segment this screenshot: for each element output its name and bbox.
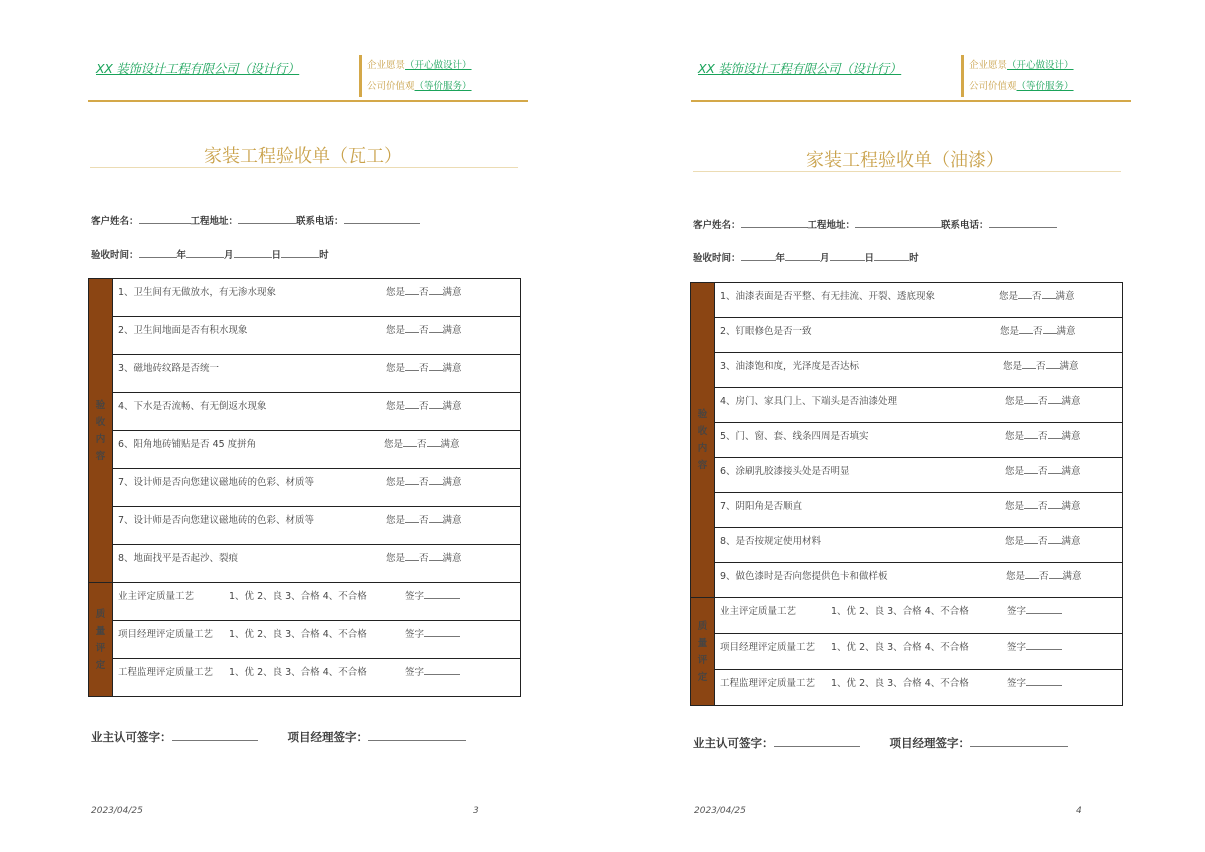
values-value: （等价服务） — [1016, 81, 1074, 92]
side-char: 定 — [95, 659, 106, 671]
hour-label: 时 — [909, 253, 919, 264]
grade-options[interactable]: 1、优 2、良 3、合格 4、不合格 — [229, 591, 367, 602]
item-answer: 您是 否 满意 — [1000, 326, 1076, 337]
no-blank[interactable] — [1042, 289, 1056, 299]
footer-date: 2023/04/25 — [91, 806, 143, 816]
evaluator-label: 项目经理评定质量工艺 — [118, 629, 214, 640]
hour-field[interactable] — [874, 251, 909, 261]
item-answer: 您是 否 满意 — [1005, 501, 1081, 512]
vision-line — [367, 55, 472, 76]
inspection-time-label: 验收时间： — [91, 250, 139, 261]
no-blank[interactable] — [1048, 464, 1062, 474]
side-char: 定 — [697, 671, 708, 683]
table-row — [113, 507, 521, 545]
no-blank[interactable] — [1048, 499, 1062, 509]
inspection-time-line — [91, 247, 329, 261]
table-row — [715, 493, 1123, 528]
company-motto — [961, 55, 1074, 97]
evaluator-label: 项目经理评定质量工艺 — [720, 642, 816, 653]
item-answer: 您是 否 满意 — [1006, 571, 1082, 582]
manager-signature-field[interactable] — [368, 729, 466, 741]
inspection-table — [88, 278, 521, 697]
title-rule — [90, 167, 518, 168]
item-question: 7、设计师是否向您建议磁地砖的色彩、材质等 — [118, 515, 315, 526]
yes-blank[interactable] — [1025, 569, 1039, 579]
vision-line — [969, 55, 1074, 76]
evaluation-row — [113, 583, 521, 621]
hour-label: 时 — [319, 250, 329, 261]
yes-blank[interactable] — [1024, 394, 1038, 404]
item-question: 4、下水是否流畅、有无倒返水现象 — [118, 401, 267, 412]
item-question: 3、油漆饱和度，光泽度是否达标 — [720, 361, 860, 372]
customer-info-line — [91, 213, 420, 227]
inspection-time-label: 验收时间： — [693, 253, 741, 264]
signature-field[interactable]: 签字 — [405, 626, 460, 640]
no-blank[interactable] — [429, 361, 443, 371]
evaluation-row — [715, 670, 1123, 706]
table-row — [113, 393, 521, 431]
inspection-table — [690, 282, 1123, 706]
customer-name-label: 客户姓名： — [91, 216, 139, 227]
evaluator-label: 业主评定质量工艺 — [118, 591, 195, 602]
evaluation-row — [113, 621, 521, 659]
vision-label: 企业愿景 — [969, 60, 1008, 71]
item-answer: 您是 否 满意 — [1005, 466, 1081, 477]
manager-signature-label: 项目经理签字： — [889, 736, 971, 750]
no-blank[interactable] — [429, 399, 443, 409]
document-page-4 — [602, 0, 1204, 852]
side-char: 内 — [95, 433, 106, 445]
yes-blank[interactable] — [403, 437, 417, 447]
manager-signature-field[interactable] — [970, 735, 1068, 747]
item-question: 1、油漆表面是否平整、有无挂流、开裂、透底现象 — [720, 291, 936, 302]
company-name: XX 装饰设计工程有限公司（设计行） — [96, 61, 300, 76]
yes-blank[interactable] — [1018, 289, 1032, 299]
grade-options[interactable]: 1、优 2、良 3、合格 4、不合格 — [831, 642, 969, 653]
table-row — [715, 353, 1123, 388]
grade-options[interactable]: 1、优 2、良 3、合格 4、不合格 — [229, 667, 367, 678]
item-answer: 您是 否 满意 — [386, 325, 462, 336]
item-answer: 您是 否 满意 — [386, 477, 462, 488]
values-line — [367, 76, 472, 97]
no-blank[interactable] — [1049, 569, 1063, 579]
month-label: 月 — [820, 253, 830, 264]
section-label-quality — [89, 583, 113, 697]
day-field[interactable] — [830, 251, 865, 261]
company-motto — [359, 55, 472, 97]
table-row — [113, 279, 521, 317]
table-row — [113, 469, 521, 507]
day-label: 日 — [864, 253, 875, 264]
table-row — [715, 528, 1123, 563]
no-blank[interactable] — [1048, 429, 1062, 439]
yes-blank[interactable] — [405, 285, 419, 295]
signature-field[interactable]: 签字 — [405, 588, 460, 602]
table-row — [113, 431, 521, 469]
side-char: 验 — [697, 409, 708, 420]
header-rule — [691, 100, 1131, 102]
yes-blank[interactable] — [1024, 499, 1038, 509]
customer-name-field[interactable] — [741, 218, 808, 228]
item-question: 5、门、窗、套、线条四周是否填实 — [720, 431, 869, 442]
page-number: 3 — [473, 806, 479, 816]
no-blank[interactable] — [429, 513, 443, 523]
year-label: 年 — [775, 253, 786, 264]
item-answer: 您是 否 满意 — [1003, 361, 1079, 372]
section-label-inspection — [691, 283, 715, 598]
table-row — [715, 318, 1123, 353]
grade-options[interactable]: 1、优 2、良 3、合格 4、不合格 — [229, 629, 367, 640]
item-answer: 您是 否 满意 — [384, 439, 460, 450]
side-char: 质 — [697, 620, 708, 632]
evaluator-label: 业主评定质量工艺 — [720, 606, 797, 617]
evaluation-row — [715, 598, 1123, 634]
vision-value: （开心做设计） — [1007, 60, 1074, 71]
customer-name-field[interactable] — [139, 214, 191, 224]
no-blank[interactable] — [1048, 394, 1062, 404]
vision-label: 企业愿景 — [367, 60, 406, 71]
table-row — [715, 563, 1123, 598]
values-label: 公司价值观 — [367, 81, 415, 92]
address-label: 工程地址： — [807, 220, 856, 231]
month-label: 月 — [224, 250, 234, 261]
evaluation-row — [113, 659, 521, 697]
item-question: 4、房门、家具门上、下端头是否油漆处理 — [720, 396, 898, 407]
footer-date: 2023/04/25 — [694, 806, 746, 816]
final-signatures — [91, 729, 466, 745]
document-page-3 — [0, 0, 602, 852]
signature-field[interactable]: 签字 — [405, 664, 460, 678]
phone-label: 联系电话： — [941, 220, 989, 231]
customer-name-label: 客户姓名： — [693, 220, 741, 231]
header-rule — [88, 100, 528, 102]
table-row — [113, 545, 521, 583]
yes-blank[interactable] — [405, 399, 419, 409]
no-blank[interactable] — [429, 475, 443, 485]
year-field[interactable] — [139, 248, 177, 258]
item-question: 6、涂刷乳胶漆接头处是否明显 — [720, 466, 850, 477]
evaluator-label: 工程监理评定质量工艺 — [720, 678, 816, 689]
item-answer: 您是 否 满意 — [386, 363, 462, 374]
signature-field[interactable]: 签字 — [1007, 675, 1062, 689]
yes-blank[interactable] — [1019, 324, 1033, 334]
side-char: 内 — [697, 443, 708, 454]
page-title: 家装工程验收单（瓦工） — [204, 146, 402, 167]
item-question: 7、阴阳角是否顺直 — [720, 501, 803, 512]
item-question: 7、设计师是否向您建议磁地砖的色彩、材质等 — [118, 477, 315, 488]
phone-field[interactable] — [989, 218, 1057, 228]
day-field[interactable] — [234, 248, 272, 258]
no-blank[interactable] — [427, 437, 441, 447]
page-title: 家装工程验收单（油漆） — [806, 150, 1004, 171]
item-answer: 您是 否 满意 — [386, 553, 462, 564]
yes-blank[interactable] — [405, 513, 419, 523]
yes-blank[interactable] — [405, 475, 419, 485]
table-row — [715, 283, 1123, 318]
section-label-inspection — [89, 279, 113, 583]
no-blank[interactable] — [429, 323, 443, 333]
side-char: 量 — [95, 625, 106, 637]
side-char: 质 — [95, 608, 106, 620]
table-row — [113, 317, 521, 355]
owner-signature-label: 业主认可签字： — [693, 736, 774, 750]
item-answer: 您是 否 满意 — [1005, 536, 1081, 547]
evaluation-row — [715, 634, 1123, 670]
yes-blank[interactable] — [405, 361, 419, 371]
page-number: 4 — [1076, 806, 1082, 816]
item-answer: 您是 否 满意 — [1005, 396, 1081, 407]
item-question: 1、卫生间有无做放水，有无渗水现象 — [118, 287, 277, 298]
item-answer: 您是 否 满意 — [1005, 431, 1081, 442]
yes-blank[interactable] — [1024, 464, 1038, 474]
table-row — [715, 388, 1123, 423]
inspection-time-line — [693, 250, 919, 264]
item-question: 2、钉眼修色是否一致 — [720, 326, 812, 337]
yes-blank[interactable] — [405, 551, 419, 561]
item-answer: 您是 否 满意 — [386, 515, 462, 526]
values-line — [969, 76, 1074, 97]
address-label: 工程地址： — [190, 216, 239, 227]
owner-signature-field[interactable] — [172, 729, 258, 741]
side-char: 验 — [95, 399, 106, 411]
month-field[interactable] — [785, 251, 820, 261]
company-name: XX 装饰设计工程有限公司（设计行） — [698, 61, 902, 76]
vision-value: （开心做设计） — [405, 60, 472, 71]
side-char: 量 — [697, 637, 708, 649]
yes-blank[interactable] — [1024, 534, 1038, 544]
item-question: 3、磁地砖纹路是否统一 — [118, 363, 220, 374]
item-question: 8、是否按规定使用材料 — [720, 536, 822, 547]
side-char: 评 — [697, 654, 708, 666]
item-question: 8、地面找平是否起沙、裂痕 — [118, 553, 239, 564]
side-char: 容 — [697, 460, 708, 471]
item-question: 9、做色漆时是否向您提供色卡和做样板 — [720, 571, 888, 582]
side-char: 收 — [697, 426, 708, 437]
item-question: 6、阳角地砖铺贴是否 45 度拼角 — [118, 439, 257, 450]
yes-blank[interactable] — [1022, 359, 1036, 369]
item-answer: 您是 否 满意 — [999, 291, 1075, 302]
values-value: （等价服务） — [414, 81, 472, 92]
values-label: 公司价值观 — [969, 81, 1017, 92]
title-rule — [693, 171, 1121, 172]
no-blank[interactable] — [1043, 324, 1057, 334]
side-char: 容 — [95, 450, 106, 462]
grade-options[interactable]: 1、优 2、良 3、合格 4、不合格 — [831, 678, 969, 689]
yes-blank[interactable] — [405, 323, 419, 333]
address-field[interactable] — [855, 218, 941, 228]
table-row — [715, 423, 1123, 458]
no-blank[interactable] — [1048, 534, 1062, 544]
evaluator-label: 工程监理评定质量工艺 — [118, 667, 214, 678]
owner-signature-label: 业主认可签字： — [91, 730, 172, 744]
side-char: 收 — [95, 416, 106, 428]
manager-signature-label: 项目经理签字： — [287, 730, 369, 744]
section-label-quality — [691, 598, 715, 706]
phone-label: 联系电话： — [296, 216, 344, 227]
hour-field[interactable] — [281, 248, 319, 258]
side-char: 评 — [95, 642, 106, 654]
no-blank[interactable] — [1046, 359, 1060, 369]
phone-field[interactable] — [344, 214, 420, 224]
year-field[interactable] — [741, 251, 776, 261]
no-blank[interactable] — [429, 551, 443, 561]
table-row — [715, 458, 1123, 493]
no-blank[interactable] — [429, 285, 443, 295]
month-field[interactable] — [186, 248, 224, 258]
signature-field[interactable]: 签字 — [1007, 639, 1062, 653]
customer-info-line — [693, 217, 1057, 231]
table-row — [113, 355, 521, 393]
final-signatures — [693, 735, 1068, 751]
item-answer: 您是 否 满意 — [386, 287, 462, 298]
signature-field[interactable]: 签字 — [1007, 603, 1062, 617]
grade-options[interactable]: 1、优 2、良 3、合格 4、不合格 — [831, 606, 969, 617]
item-answer: 您是 否 满意 — [386, 401, 462, 412]
year-label: 年 — [176, 250, 187, 261]
yes-blank[interactable] — [1024, 429, 1038, 439]
day-label: 日 — [271, 250, 282, 261]
owner-signature-field[interactable] — [774, 735, 860, 747]
address-field[interactable] — [238, 214, 296, 224]
item-question: 2、卫生间地面是否有积水现象 — [118, 325, 248, 336]
